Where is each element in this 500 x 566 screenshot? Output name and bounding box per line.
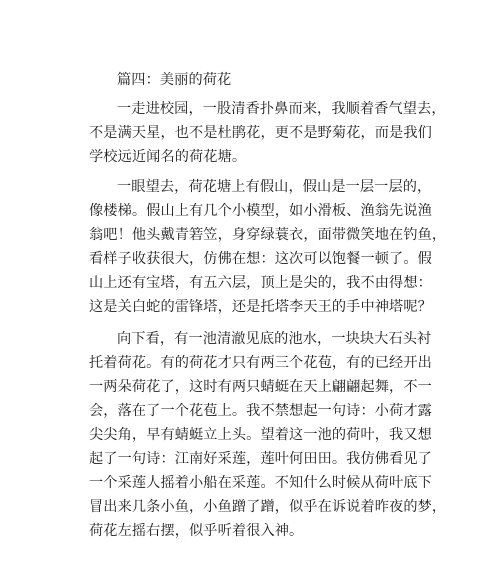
paragraph-1-line-3: 学校远近闻名的荷花塘。: [89, 149, 247, 165]
paragraph-3-line-5: 尖尖角，早有蜻蜓立上头。望着这一池的荷叶，我又想: [89, 427, 432, 443]
paragraph-3-line-7: 一个采莲人摇着小船在采莲。不知什么时候从荷叶底下: [89, 475, 432, 491]
paragraph-3-line-3: 一两朵荷花了，这时有两只蜻蜓在天上翩翩起舞，不一: [89, 379, 432, 395]
paragraph-3-line-6: 起了一句诗：江南好采莲，莲叶何田田。我仿佛看见了: [89, 451, 432, 467]
paragraph-3-line-1: 向下看，有一池清澈见底的池水，一块块大石头衬: [117, 331, 432, 347]
paragraph-1-line-2: 不是满天星，也不是杜鹃花，更不是野菊花，而是我们: [89, 125, 432, 141]
paragraph-3-line-2: 托着荷花。有的荷花才只有两三个花苞，有的已经开出: [89, 355, 432, 371]
document-title: 篇四：美丽的荷花: [117, 72, 232, 88]
paragraph-2-line-5: 山上还有宝塔，有五六层，顶上是尖的，我不由得想：: [89, 275, 432, 291]
paragraph-2-line-6: 这是关白蛇的雷锋塔，还是托塔李天王的手中神塔呢？: [89, 299, 432, 315]
paragraph-3-line-4: 会，落在了一个花苞上。我不禁想起一句诗：小荷才露: [89, 403, 432, 419]
paragraph-2-line-3: 翁吧！他头戴青箬笠，身穿绿蓑衣，面带微笑地在钓鱼，: [89, 227, 447, 243]
paragraph-1-line-1: 一走进校园，一股清香扑鼻而来，我顺着香气望去，: [117, 101, 446, 117]
paragraph-2-line-2: 像楼梯。假山上有几个小模型，如小滑板、渔翁先说渔: [89, 203, 432, 219]
paragraph-2-line-4: 看样子收获很大，仿佛在想：这次可以饱餐一顿了。假: [89, 251, 432, 267]
paragraph-3-line-9: 荷花左摇右摆，似乎听着很入神。: [89, 523, 304, 539]
paragraph-3-line-8: 冒出来几条小鱼，小鱼蹭了蹭，似乎在诉说着昨夜的梦，: [89, 499, 447, 515]
paragraph-2-line-1: 一眼望去，荷花塘上有假山，假山是一层一层的，: [117, 179, 432, 195]
